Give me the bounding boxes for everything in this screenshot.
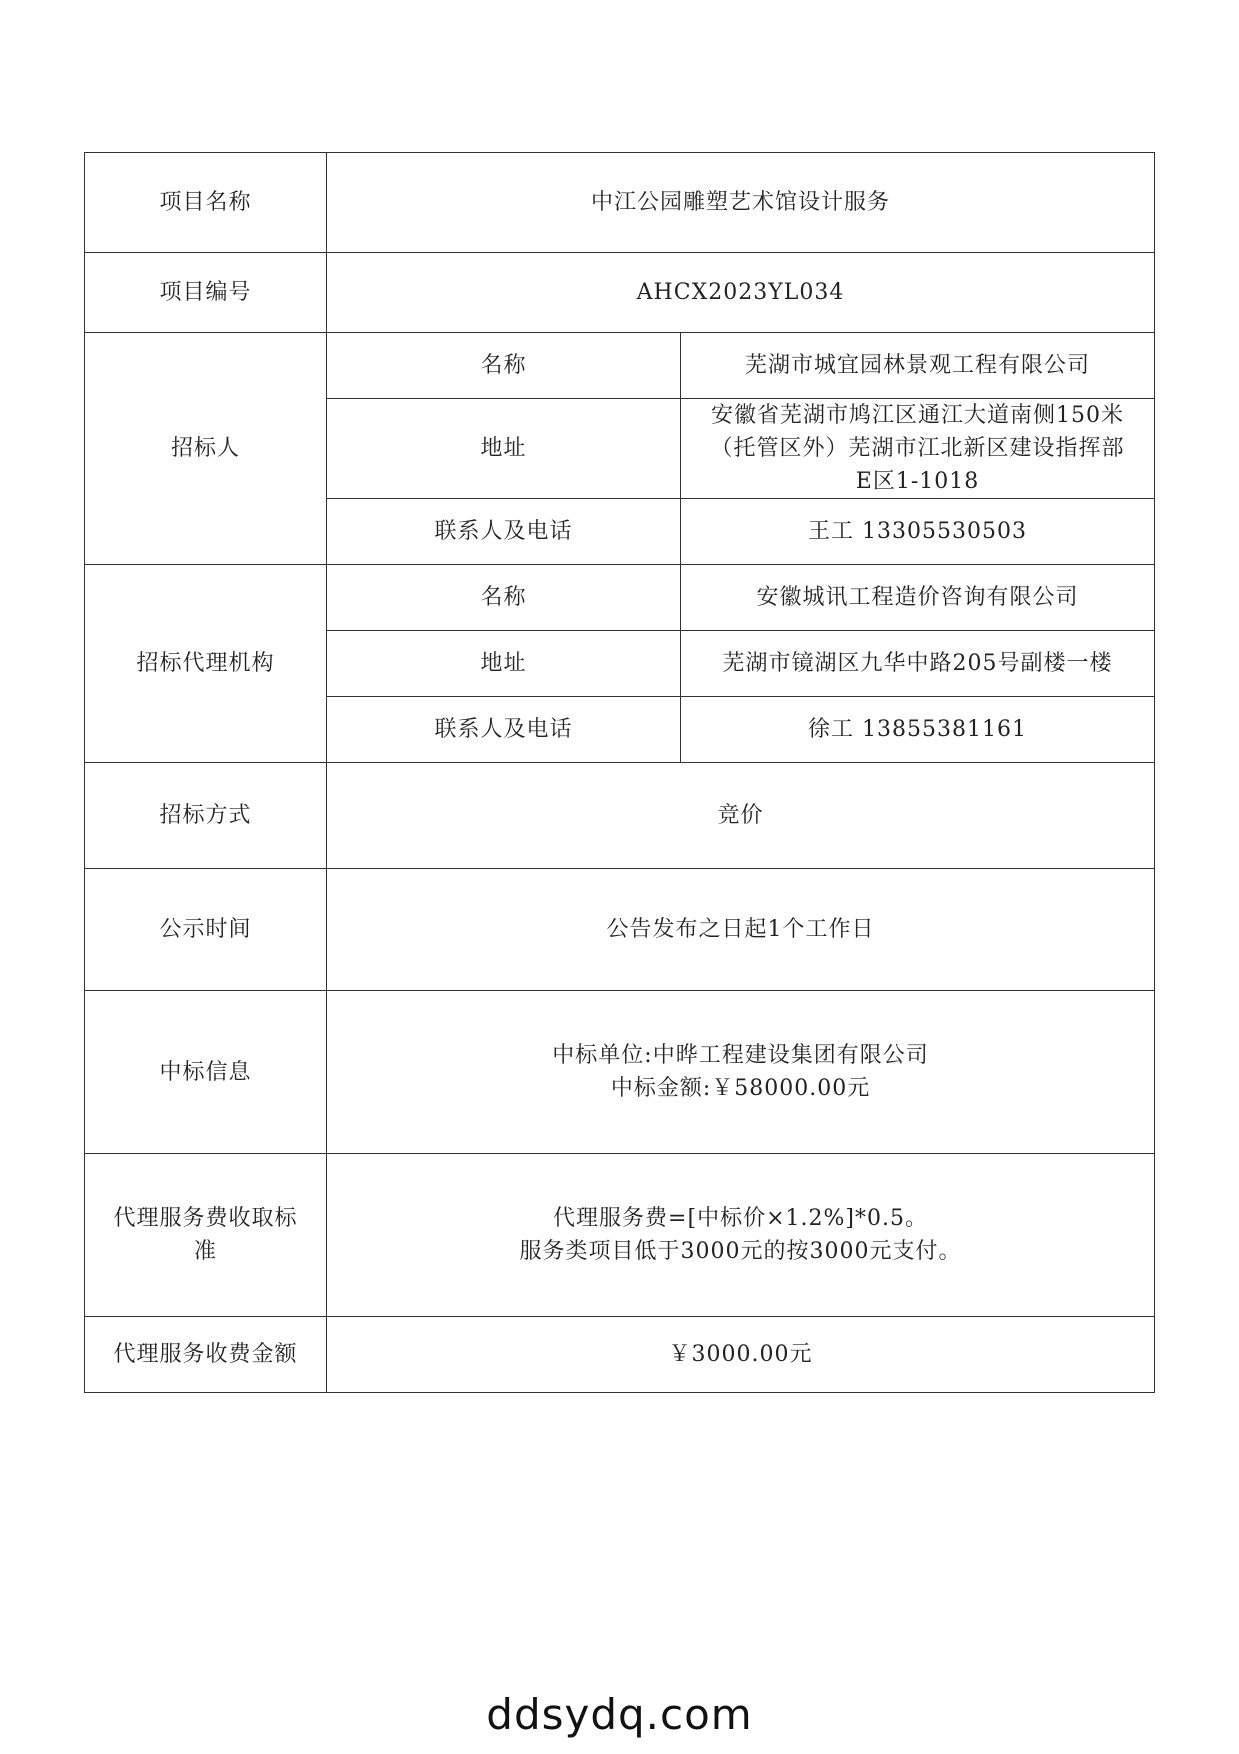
announcement-table <box>84 152 1155 1393</box>
fee-minimum-line: 服务类项目低于3000元的按3000元支付。 <box>519 1239 962 1264</box>
winning-info-value <box>327 991 1155 1154</box>
tenderer-label: 招标人 <box>85 333 327 565</box>
row-tenderer-name <box>85 333 1155 399</box>
row-project-name <box>85 153 1155 253</box>
tenderer-contact-label: 联系人及电话 <box>327 499 681 565</box>
tenderer-address-value <box>681 399 1155 499</box>
fee-amount-label: 代理服务收费金额 <box>85 1317 327 1393</box>
agency-contact-label: 联系人及电话 <box>327 697 681 763</box>
agency-contact-value: 徐工 13855381161 <box>681 697 1155 763</box>
fee-standard-label <box>85 1154 327 1317</box>
tenderer-address-line: E区1-1018 <box>855 469 980 494</box>
project-name-value: 中江公园雕塑艺术馆设计服务 <box>327 153 1155 253</box>
project-number-label: 项目编号 <box>85 253 327 333</box>
fee-amount-value: ￥3000.00元 <box>327 1317 1155 1393</box>
publicity-time-value: 公告发布之日起1个工作日 <box>327 869 1155 991</box>
fee-standard-label-line: 准 <box>193 1239 217 1264</box>
winning-amount-line: 中标金额:￥58000.00元 <box>610 1076 871 1101</box>
agency-address-value: 芜湖市镜湖区九华中路205号副楼一楼 <box>681 631 1155 697</box>
row-fee-amount <box>85 1317 1155 1393</box>
bid-method-value: 竞价 <box>327 763 1155 869</box>
winning-info-label: 中标信息 <box>85 991 327 1154</box>
fee-standard-label-line: 代理服务费收取标 <box>113 1206 298 1231</box>
fee-formula-line: 代理服务费=[中标价×1.2%]*0.5。 <box>553 1206 928 1231</box>
site-watermark: ddsydq.com <box>486 1690 753 1739</box>
tenderer-name-value: 芜湖市城宜园林景观工程有限公司 <box>681 333 1155 399</box>
project-number-value: AHCX2023YL034 <box>327 253 1155 333</box>
tenderer-name-label: 名称 <box>327 333 681 399</box>
agency-address-label: 地址 <box>327 631 681 697</box>
row-bid-method <box>85 763 1155 869</box>
tenderer-contact-value: 王工 13305530503 <box>681 499 1155 565</box>
fee-standard-value <box>327 1154 1155 1317</box>
winning-unit-line: 中标单位:中晔工程建设集团有限公司 <box>552 1043 929 1068</box>
tenderer-address-line: 安徽省芜湖市鸠江区通江大道南侧150米 <box>711 403 1124 428</box>
project-name-label: 项目名称 <box>85 153 327 253</box>
agency-name-label: 名称 <box>327 565 681 631</box>
row-agency-name <box>85 565 1155 631</box>
row-publicity-time <box>85 869 1155 991</box>
tenderer-address-line: （托管区外）芜湖市江北新区建设指挥部 <box>710 436 1125 461</box>
row-project-number <box>85 253 1155 333</box>
row-fee-standard <box>85 1154 1155 1317</box>
tenderer-address-label: 地址 <box>327 399 681 499</box>
bid-method-label: 招标方式 <box>85 763 327 869</box>
agency-label: 招标代理机构 <box>85 565 327 763</box>
agency-name-value: 安徽城讯工程造价咨询有限公司 <box>681 565 1155 631</box>
row-winning-info <box>85 991 1155 1154</box>
publicity-time-label: 公示时间 <box>85 869 327 991</box>
